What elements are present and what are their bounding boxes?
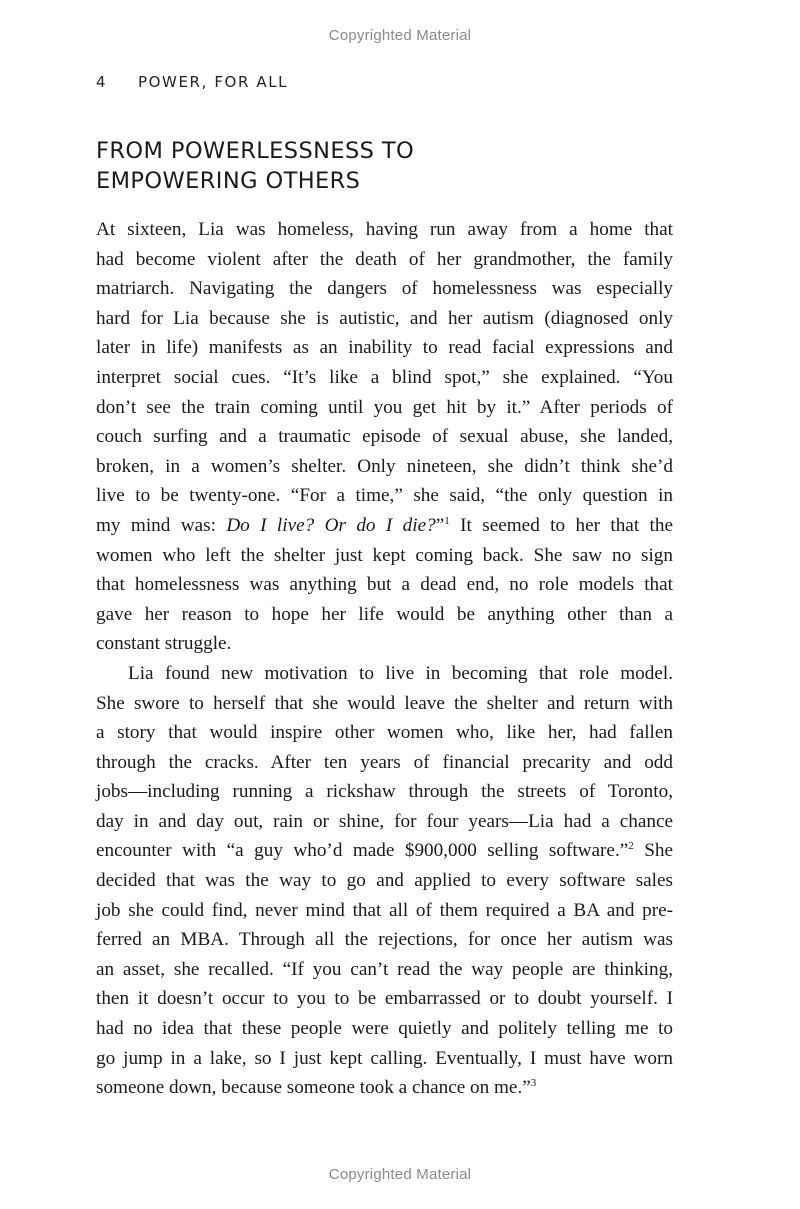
text-line: [96, 1073, 673, 1103]
text-line: live to be twenty-one. “For a time,” she said, “the only question in: [96, 485, 673, 507]
text-line: She swore to herself that she would leave the shelter and return with: [96, 692, 673, 714]
text-line: jobs—including running a rickshaw through the streets of Toronto,: [96, 781, 673, 803]
text-line: broken, in a women’s shelter. Only nineteen, she didn’t think she’d: [96, 455, 673, 477]
text-run: It seemed to her that the: [449, 514, 673, 536]
text-line: day in and day out, rain or shine, for four years—Lia had a chance: [96, 810, 673, 832]
copyright-watermark-bottom: Copyrighted Material: [328, 1166, 472, 1183]
text-line: couch surfing and a traumatic episode of sexual abuse, she landed,: [96, 426, 673, 448]
book-title: POWER, FOR ALL: [138, 73, 289, 91]
text-line: women who left the shelter just kept coming back. She saw no sign: [96, 544, 673, 566]
text-line: gave her reason to hope her life would be anything other than a: [96, 603, 673, 625]
text-line: decided that was the way to go and applied to every software sales: [96, 870, 673, 892]
text-line: then it doesn’t occur to you to be embarrassed or to doubt yourself. I: [96, 988, 673, 1010]
footnote-marker[interactable]: 3: [530, 1077, 537, 1090]
text-line: go jump in a lake, so I just kept calling. Eventually, I must have worn: [96, 1047, 673, 1069]
text-line: through the cracks. After ten years of financial precarity and odd: [96, 751, 673, 773]
section-title-line: EMPOWERING OTHERS: [96, 168, 361, 194]
text-line: interpret social cues. “It’s like a blind spot,” she explained. “You: [96, 366, 673, 388]
text-run: She: [633, 840, 673, 862]
text-run: someone down, because someone took a chance on me.”: [96, 1077, 531, 1099]
page-number: 4: [96, 73, 108, 91]
text-run: my mind was:: [96, 514, 227, 536]
text-line: hard for Lia because she is autistic, and her autism (diagnosed only: [96, 307, 673, 329]
text-line: later in life) manifests as an inability to read facial expressions and: [96, 337, 673, 359]
text-line: job she could find, never mind that all of them required a BA and pre-: [96, 899, 673, 921]
footnote-marker[interactable]: 2: [628, 840, 634, 853]
text-line: Lia found new motivation to live in becoming that role model.: [128, 662, 673, 684]
italic-quote: Do I live? Or do I die?: [226, 514, 436, 536]
body-text: [96, 215, 673, 1103]
running-head: [96, 73, 288, 91]
text-line: a story that would inspire other women who, like her, had fallen: [96, 722, 673, 744]
text-line: an asset, she recalled. “If you can’t read the way people are thinking,: [96, 958, 673, 980]
text-line: ferred an MBA. Through all the rejections, for once her autism was: [96, 929, 673, 951]
section-title-line: FROM POWERLESSNESS TO: [96, 138, 415, 164]
text-line: At sixteen, Lia was homeless, having run away from a home that: [96, 219, 673, 240]
text-line: had no idea that these people were quietly and politely telling me to: [96, 1018, 673, 1040]
text-line: had become violent after the death of her grandmother, the family: [96, 248, 673, 270]
text-run: encounter with “a guy who’d made $900,000 selling software.”: [96, 840, 629, 862]
section-title: [96, 136, 676, 196]
text-line: that homelessness was anything but a dead end, no role models that: [96, 574, 673, 596]
text-line: constant struggle.: [96, 633, 232, 655]
text-line: matriarch. Navigating the dangers of homelessness was especially: [96, 278, 673, 300]
copyright-watermark-top: Copyrighted Material: [328, 27, 472, 44]
footnote-marker[interactable]: 1: [444, 514, 450, 527]
text-run: ”: [435, 514, 445, 536]
text-line: don’t see the train coming until you get hit by it.” After periods of: [96, 396, 673, 418]
text-line: [96, 511, 673, 541]
text-line: [96, 836, 673, 866]
